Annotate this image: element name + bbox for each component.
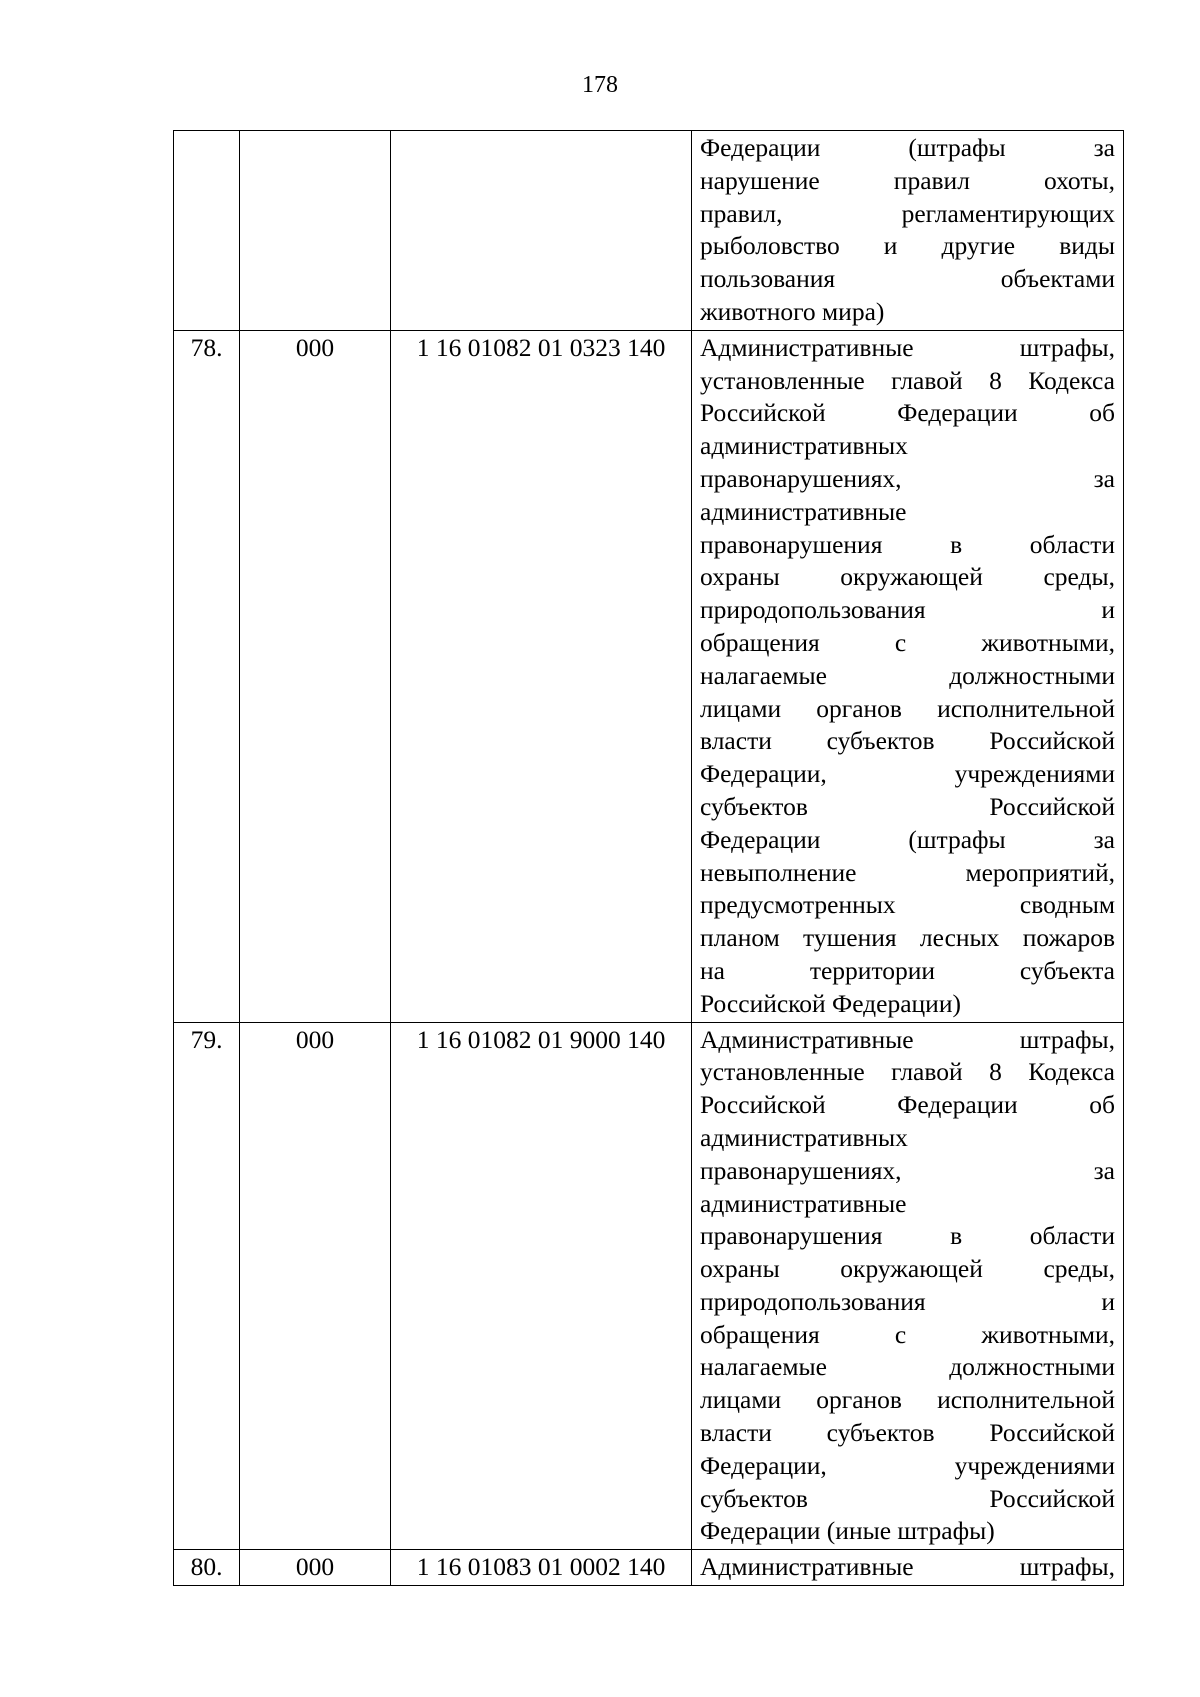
description-line: охраны окружающей среды, [700,562,1115,592]
budget-code-cell: 1 16 01082 01 9000 140 [391,1022,692,1550]
description-line: Административные штрафы, [700,332,1115,362]
budget-code-cell: 1 16 01083 01 0002 140 [391,1550,692,1586]
row-number-cell: 80. [174,1550,240,1586]
description-line: Федерации, учреждениями [700,1450,1115,1480]
description-cell [692,1550,1124,1586]
description-line: Российской Федерации об [700,398,1115,428]
table-row [174,131,1124,331]
description-line: субъектов Российской [700,791,1115,821]
description-line: правонарушениях, за [700,1155,1115,1185]
budget-code-cell: 1 16 01082 01 0323 140 [391,330,692,1022]
description-line: невыполнение мероприятий, [700,857,1115,887]
row-number-cell: 79. [174,1022,240,1550]
description-line: обращения с животными, [700,1319,1115,1349]
description-cell [692,131,1124,331]
table-row [174,1022,1124,1550]
description-line: административные [700,496,907,526]
table-row [174,330,1124,1022]
description-line: животного мира) [700,296,885,326]
description-line: природопользования и [700,595,1115,625]
description-line: субъектов Российской [700,1483,1115,1513]
description-line: налагаемые должностными [700,660,1115,690]
description-line: правонарушениях, за [700,463,1115,493]
budget-code-cell [391,131,692,331]
description-line: Федерации (иные штрафы) [700,1516,995,1546]
description-line: Федерации (штрафы за [700,824,1115,854]
description-line: пользования объектами [700,264,1115,294]
admin-code-cell [240,131,391,331]
description-line: Российской Федерации об [700,1090,1115,1120]
description-line: административные [700,1188,907,1218]
description-line: Административные штрафы, [700,1552,1115,1582]
description-line: правил, регламентирующих [700,198,1115,228]
description-line: правонарушения в области [700,529,1115,559]
table-row [174,1550,1124,1586]
description-line: установленные главой 8 Кодекса [700,1057,1115,1087]
description-line: природопользования и [700,1286,1115,1316]
description-line: установленные главой 8 Кодекса [700,365,1115,395]
row-number-cell: 78. [174,330,240,1022]
page-number: 178 [582,72,618,98]
admin-code-cell: 000 [240,1550,391,1586]
description-line: рыболовство и другие виды [700,231,1115,261]
row-number-cell [174,131,240,331]
description-line: обращения с животными, [700,627,1115,657]
description-line: предусмотренных сводным [700,890,1115,920]
description-line: Российской Федерации) [700,988,961,1018]
description-line: административных [700,1122,908,1152]
description-line: Федерации, учреждениями [700,759,1115,789]
description-cell [692,330,1124,1022]
budget-classification-table [173,130,1124,1586]
description-line: лицами органов исполнительной [700,693,1115,723]
description-cell [692,1022,1124,1550]
description-line: Федерации (штрафы за [700,133,1115,162]
description-line: власти субъектов Российской [700,726,1115,756]
description-line: на территории субъекта [700,955,1115,985]
description-line: административных [700,431,908,461]
admin-code-cell: 000 [240,330,391,1022]
admin-code-cell: 000 [240,1022,391,1550]
description-line: планом тушения лесных пожаров [700,923,1115,953]
description-line: лицами органов исполнительной [700,1385,1115,1415]
description-line: Административные штрафы, [700,1024,1115,1054]
description-line: нарушение правил охоты, [700,165,1115,195]
description-line: правонарушения в области [700,1221,1115,1251]
description-line: налагаемые должностными [700,1352,1115,1382]
table-body [174,131,1124,1586]
description-line: власти субъектов Российской [700,1418,1115,1448]
description-line: охраны окружающей среды, [700,1254,1115,1284]
